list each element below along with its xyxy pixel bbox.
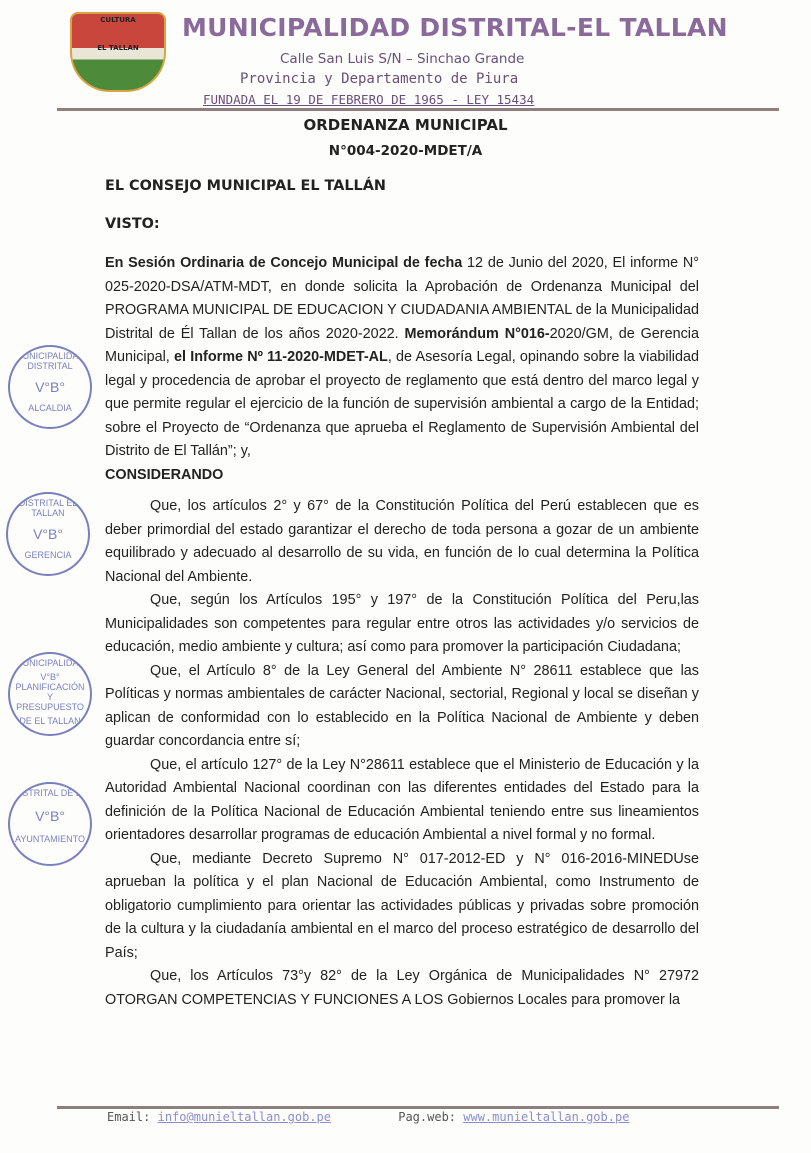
stamp-text: AYUNTAMIENTO [14, 834, 85, 844]
approval-stamp [6, 492, 90, 576]
header-rule [57, 108, 779, 111]
header-title: MUNICIPALIDAD DISTRITAL-EL TALLAN [182, 13, 728, 42]
municipal-logo [70, 12, 166, 92]
footer-rule [57, 1106, 779, 1109]
stamp-text: MUNICIPALIDAD DISTRITAL [15, 351, 85, 371]
paragraph: Que, los artículos 2° y 67° de la Constitución Política del Perú establecen que es deber primordial del estado garantizar el derecho de toda persona a gozar de un ambiente equilibrado y adecuado al desarrollo de su vida, en función de lo cual determina la Política Nacional del Ambiente. [105, 498, 699, 585]
approval-stamp [8, 782, 92, 866]
approval-stamp [8, 652, 92, 736]
considerando-heading: CONSIDERANDO [105, 466, 224, 483]
visto-heading: VISTO: [105, 216, 160, 232]
stamp-text: GERENCIA [24, 550, 72, 560]
paragraph: Que, el Artículo 8° de la Ley General del Ambiente N° 28611 establece que las Políticas y normas ambientales de carácter Nacional, sectorial, Regional y local se diseñan y aplican de conformidad con lo establecido en la Política Nacional de Ambiente y deben guardar concordancia entre sí; [105, 662, 699, 749]
stamp-text: ALCALDIA [28, 403, 72, 413]
stamp-text: V°B° [35, 808, 65, 824]
email-label: Email: [107, 1110, 151, 1124]
header-founded: FUNDADA EL 19 DE FEBRERO DE 1965 - LEY 15434 [203, 92, 535, 107]
stamp-text: V°B° PLANIFICACIÓN Y PRESUPUESTO [15, 672, 85, 712]
stamp-text: MUNICIPALIDAD [15, 658, 85, 668]
web-label: Pag.web: [398, 1110, 457, 1124]
stamp-text: DISTRITAL DE EL [13, 788, 87, 798]
header-province: Provincia y Departamento de Piura [240, 71, 519, 87]
paragraph: Que, mediante Decreto Supremo N° 017-2012-ED y N° 016-2016-MINEDUse aprueban la política y el plan Nacional de Educación Ambiental, como Instrumento de obligatorio cumplimiento para orientar las actividades públicas y privadas sobre promoción de la cultura y la ciudadanía ambiental en el marco del proceso estratégico de desarrollo del País; [105, 850, 699, 961]
document-number: N°004-2020-MDET/A [328, 143, 483, 159]
logo-text: CULTURA [100, 16, 136, 24]
bold-text: Memorándum N°016- [404, 325, 550, 342]
text: , de Asesoría Legal, opinando sobre la viabilidad legal y procedencia de aprobar el proyecto de reglamento que está dentro del marco legal y que permite regular el ejercicio de la función de supervisión ambiental a cargo de la Entidad; sobre el Proyecto de “Ordenanza que aprueba el Reglamento de Supervisión Ambiental del Distrito de El Tallán”; y, [105, 349, 699, 459]
visto-paragraph [105, 252, 699, 464]
bold-text: En Sesión Ordinaria de Concejo Municipal de fecha [105, 255, 463, 271]
web-link[interactable]: www.munieltallan.gob.pe [463, 1110, 630, 1124]
stamp-text: V°B° [35, 379, 65, 395]
paragraph: Que, los Artículos 73°y 82° de la Ley Orgánica de Municipalidades N° 27972 OTORGAN COMPETENCIAS Y FUNCIONES A LOS Gobiernos Locales para promover la [105, 968, 699, 1008]
logo-text: EL TALLAN [97, 44, 139, 52]
paragraph: Que, el artículo 127° de la Ley N°28611 establece que el Ministerio de Educación y la Autoridad Ambiental Nacional coordinan con las diferentes entidades del Estado para la definición de la Política Nacional de Educación Ambiental teniendo entre sus lineamientos orientadores desarrollar programas de educación Ambiental a nivel formal y no formal. [105, 756, 699, 843]
stamp-text: DISTRITAL EL TALLAN [18, 498, 78, 518]
paragraph: Que, según los Artículos 195° y 197° de la Constitución Política del Peru,las Municipalidades son competentes para regular entre otros las actividades y/o servicios de educación, medio ambiente y cultura; así como para promover la participación Ciudadana; [105, 592, 699, 655]
text: 12 de Junio del 2020, El informe N° 025-2020-DSA/ATM-MDT, en donde solicita la Aprobación de Ordenanza Municipal del PROGRAMA MUNICIPAL DE EDUCACION Y CIUDADANIA AMBIENTAL de la Municipalidad Distrital de Él Tallan de los años 2020-2022. [105, 255, 699, 342]
approval-stamp [8, 345, 92, 429]
council-heading: EL CONSEJO MUNICIPAL EL TALLÁN [105, 178, 386, 194]
footer [107, 1110, 629, 1124]
text: 2020/GM, de Gerencia Municipal, [105, 325, 699, 365]
header-address: Calle San Luis S/N – Sinchao Grande [280, 51, 525, 67]
bold-text: el Informe Nº 11-2020-MDET-AL [174, 349, 388, 365]
stamp-text: V°B° [33, 526, 63, 542]
document-title: ORDENANZA MUNICIPAL [303, 116, 508, 134]
document-body [105, 252, 699, 1012]
email-link[interactable]: info@munieltallan.gob.pe [157, 1110, 331, 1124]
stamp-text: DE EL TALLAN [19, 716, 81, 726]
